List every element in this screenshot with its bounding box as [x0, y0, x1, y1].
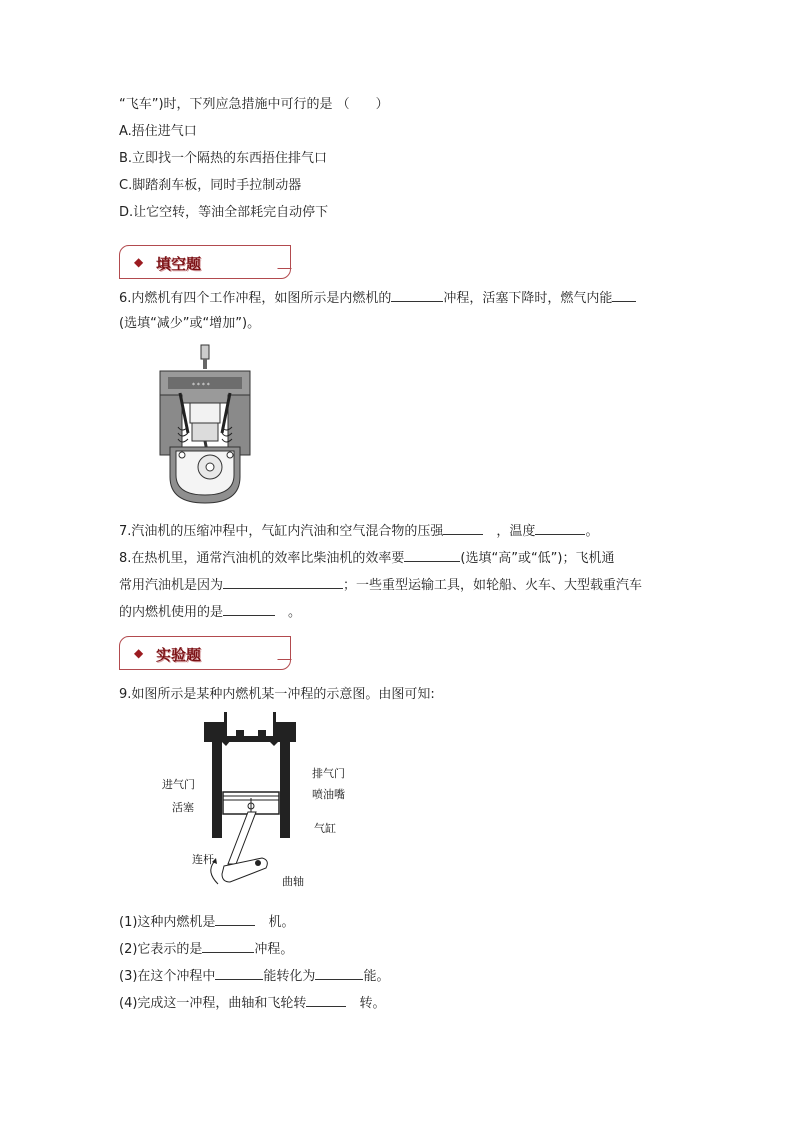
- q9-stem: 9.如图所示是某种内燃机某一冲程的示意图。由图可知:: [119, 687, 435, 702]
- section-title: 实验题: [156, 646, 202, 664]
- question-stem-end: “飞车”)时，下列应急措施中可行的是 （ ）: [119, 97, 389, 112]
- q9-sub4: (4)完成这一冲程，曲轴和飞轮转 转。: [119, 993, 385, 1013]
- answer-blank[interactable]: [443, 521, 483, 535]
- section-header-fill: [119, 245, 291, 279]
- q6-line2: (选填“减少”或“增加”)。: [119, 316, 261, 331]
- svg-text:* * * *: * * * *: [192, 382, 210, 389]
- q8-line3: 的内燃机使用的是 。: [119, 602, 301, 622]
- label-connecting-rod: 连杆: [192, 853, 214, 866]
- answer-blank[interactable]: [223, 575, 343, 589]
- q6-line1: 6.内燃机有四个工作冲程，如图所示是内燃机的 冲程，活塞下降时，燃气内能: [119, 288, 636, 308]
- engine-diagram-q6: [152, 343, 258, 509]
- answer-blank[interactable]: [223, 602, 275, 616]
- q7-line: 7.汽油机的压缩冲程中，气缸内汽油和空气混合物的压强 ，温度 。: [119, 521, 598, 541]
- answer-blank[interactable]: [202, 939, 254, 953]
- q8-line1: 8.在热机里，通常汽油机的效率比柴油机的效率要 (选填“高”或“低”)；飞机通: [119, 548, 615, 568]
- label-exhaust-valve: 排气门: [312, 767, 345, 780]
- label-cylinder: 气缸: [314, 822, 336, 835]
- answer-blank[interactable]: [391, 288, 443, 302]
- header-tail-decoration: [277, 659, 302, 670]
- option-c: C.脚踏刹车板，同时手拉制动器: [119, 178, 302, 193]
- answer-blank[interactable]: [315, 966, 363, 980]
- q8-line2: 常用汽油机是因为 ；一些重型运输工具，如轮船、火车、大型载重汽车: [119, 575, 642, 595]
- answer-blank[interactable]: [215, 966, 263, 980]
- option-b: B.立即找一个隔热的东西捂住排气口: [119, 151, 328, 166]
- label-fuel-injector: 喷油嘴: [312, 788, 345, 801]
- section-title: 填空题: [156, 255, 202, 273]
- section-header-experiment: [119, 636, 291, 670]
- answer-blank[interactable]: [404, 548, 460, 562]
- answer-blank[interactable]: [215, 912, 255, 926]
- label-crankshaft: 曲轴: [282, 875, 304, 888]
- answer-blank[interactable]: [306, 993, 346, 1007]
- option-d: D.让它空转，等油全部耗完自动停下: [119, 205, 329, 220]
- label-piston: 活塞: [172, 801, 194, 814]
- q9-sub1: (1)这种内燃机是 机。: [119, 912, 294, 932]
- q9-sub3: (3)在这个冲程中 能转化为 能。: [119, 966, 389, 986]
- q9-sub2: (2)它表示的是 冲程。: [119, 939, 293, 959]
- header-tail-decoration: [277, 268, 302, 279]
- option-a: A.捂住进气口: [119, 124, 197, 139]
- diamond-icon: ◆: [134, 255, 144, 269]
- label-intake-valve: 进气门: [162, 778, 195, 791]
- answer-blank[interactable]: [535, 521, 585, 535]
- diamond-icon: ◆: [134, 646, 144, 660]
- answer-blank[interactable]: [612, 288, 636, 302]
